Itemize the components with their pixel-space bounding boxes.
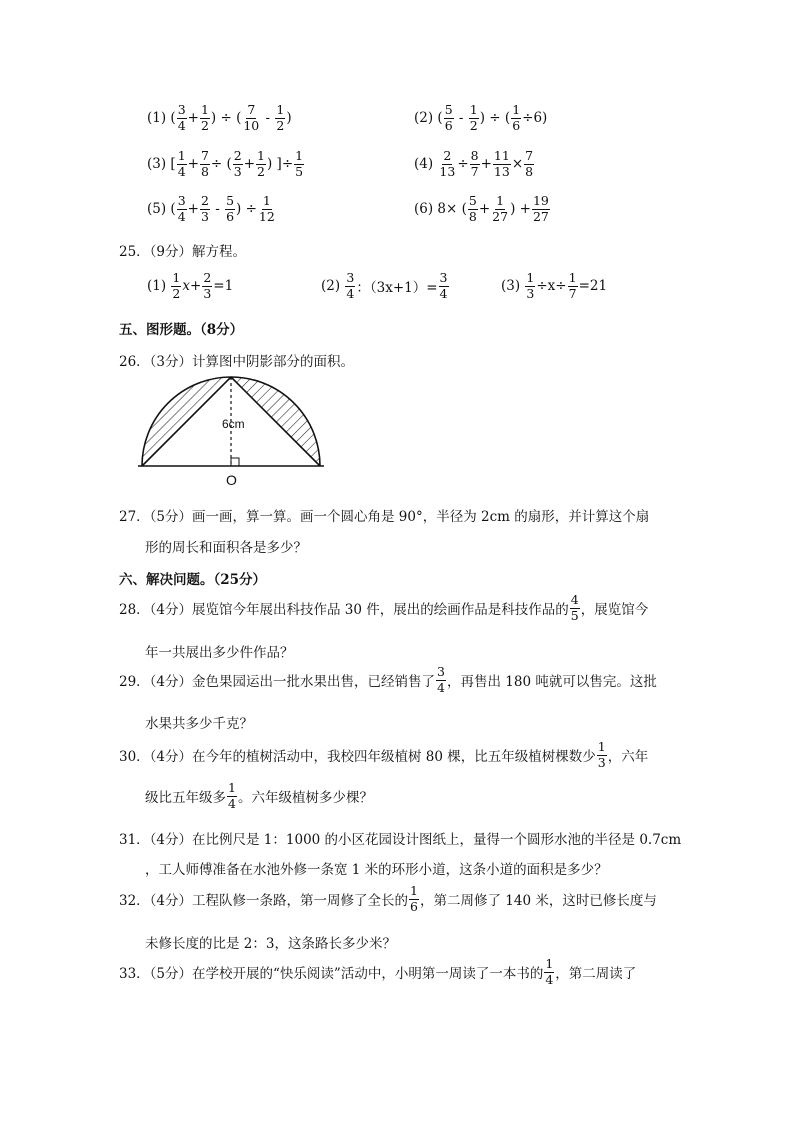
q25-title: 25．（9分）解方程。 bbox=[119, 244, 247, 260]
center-label: O bbox=[226, 472, 237, 488]
q24-item-4: (4) $\frac{2}{13}$ ÷ $\frac{8}{7}$ + $\frac{11}{13}$ × $\frac{7}{8}$ bbox=[414, 148, 534, 179]
q27-line-1: 27．（5分）画一画，算一算。画一个圆心角是 90°，半径为 2cm 的扇形，并计算这个扇 bbox=[119, 509, 650, 525]
q31-line-2: ，工人师傅准备在水池外修一条宽 1 米的环形小道，这条小道的面积是多少？ bbox=[145, 862, 608, 878]
q24-item-1: (1) ( $\frac{3}{4}$ + $\frac{1}{2}$ ) ÷ ( $\frac{7}{10}$ - $\frac{1}{2}$ ) bbox=[147, 102, 292, 133]
q29-line-1: 29．（4分）金色果园运出一批水果出售，已经销售了 $\frac{3}{4}$ ，再售出 180 吨就可以售完。这批 bbox=[119, 664, 657, 695]
height-label: 6cm bbox=[222, 417, 245, 431]
q30-line-2: 级比五年级多 $\frac{1}{4}$ 。六年级植树多少棵？ bbox=[145, 780, 373, 811]
q27-line-2: 形的周长和面积各是多少？ bbox=[145, 540, 307, 556]
q25-equation-2: (2) $\frac{3}{4}$ ：（3x+1）= $\frac{3}{4}$ bbox=[321, 270, 448, 301]
section-5-heading: 五、图形题。（8分） bbox=[119, 322, 244, 338]
q32-line-1: 32．（4分）工程队修一条路，第一周修了全长的 $\frac{1}{6}$ ，第二周修了 140 米，这时已修长度与 bbox=[119, 883, 657, 914]
q24-item-3: (3) [ $\frac{1}{4}$ + $\frac{7}{8}$ ÷ ( $\frac{2}{3}$ + $\frac{1}{2}$ ) ]÷ $\frac{1}{5}$ bbox=[147, 148, 304, 179]
q29-line-2: 水果共多少千克？ bbox=[145, 716, 253, 732]
q33-line-1: 33．（5分）在学校开展的“快乐阅读”活动中，小明第一周读了一本书的 $\frac{1}{4}$ ，第二周读了 bbox=[119, 956, 637, 987]
semicircle-figure bbox=[128, 372, 333, 490]
q28-line-1: 28．（4分）展览馆今年展出科技作品 30 件，展出的绘画作品是科技作品的 $\frac{4}{5}$ ，展览馆今 bbox=[119, 592, 649, 623]
q32-line-2: 未修长度的比是 2：3，这条路长多少米？ bbox=[145, 936, 396, 952]
q28-line-2: 年一共展出多少件作品？ bbox=[145, 645, 294, 661]
q30-line-1: 30．（4分）在今年的植树活动中，我校四年级植树 80 棵，比五年级植树棵数少 $\frac{1}{3}$ ，六年 bbox=[119, 739, 649, 770]
q24-item-5: (5) ( $\frac{3}{4}$ + $\frac{2}{3}$ - $\frac{5}{6}$ ) ÷ $\frac{1}{12}$ bbox=[147, 193, 275, 224]
q25-equation-3: (3) $\frac{1}{3}$ ÷x÷ $\frac{1}{7}$ =21 bbox=[501, 270, 608, 301]
q24-item-6: (6) 8× ( $\frac{5}{8}$ + $\frac{1}{27}$ ) + $\frac{19}{27}$ bbox=[414, 193, 549, 224]
q31-line-1: 31．（4分）在比例尺是 1：1000 的小区花园设计图纸上，量得一个圆形水池的半径是 0.7cm bbox=[119, 832, 682, 848]
q24-item-2: (2) ( $\frac{5}{6}$ - $\frac{1}{2}$ ) ÷ ( $\frac{1}{6}$ ÷6) bbox=[414, 102, 548, 133]
q26-text: 26．（3分）计算图中阴影部分的面积。 bbox=[119, 354, 355, 370]
q25-equation-1: (1) $\frac{1}{2}$ x + $\frac{2}{3}$ =1 bbox=[147, 270, 234, 301]
section-6-heading: 六、解决问题。（25分） bbox=[119, 572, 267, 588]
right-angle-mark bbox=[231, 458, 239, 466]
